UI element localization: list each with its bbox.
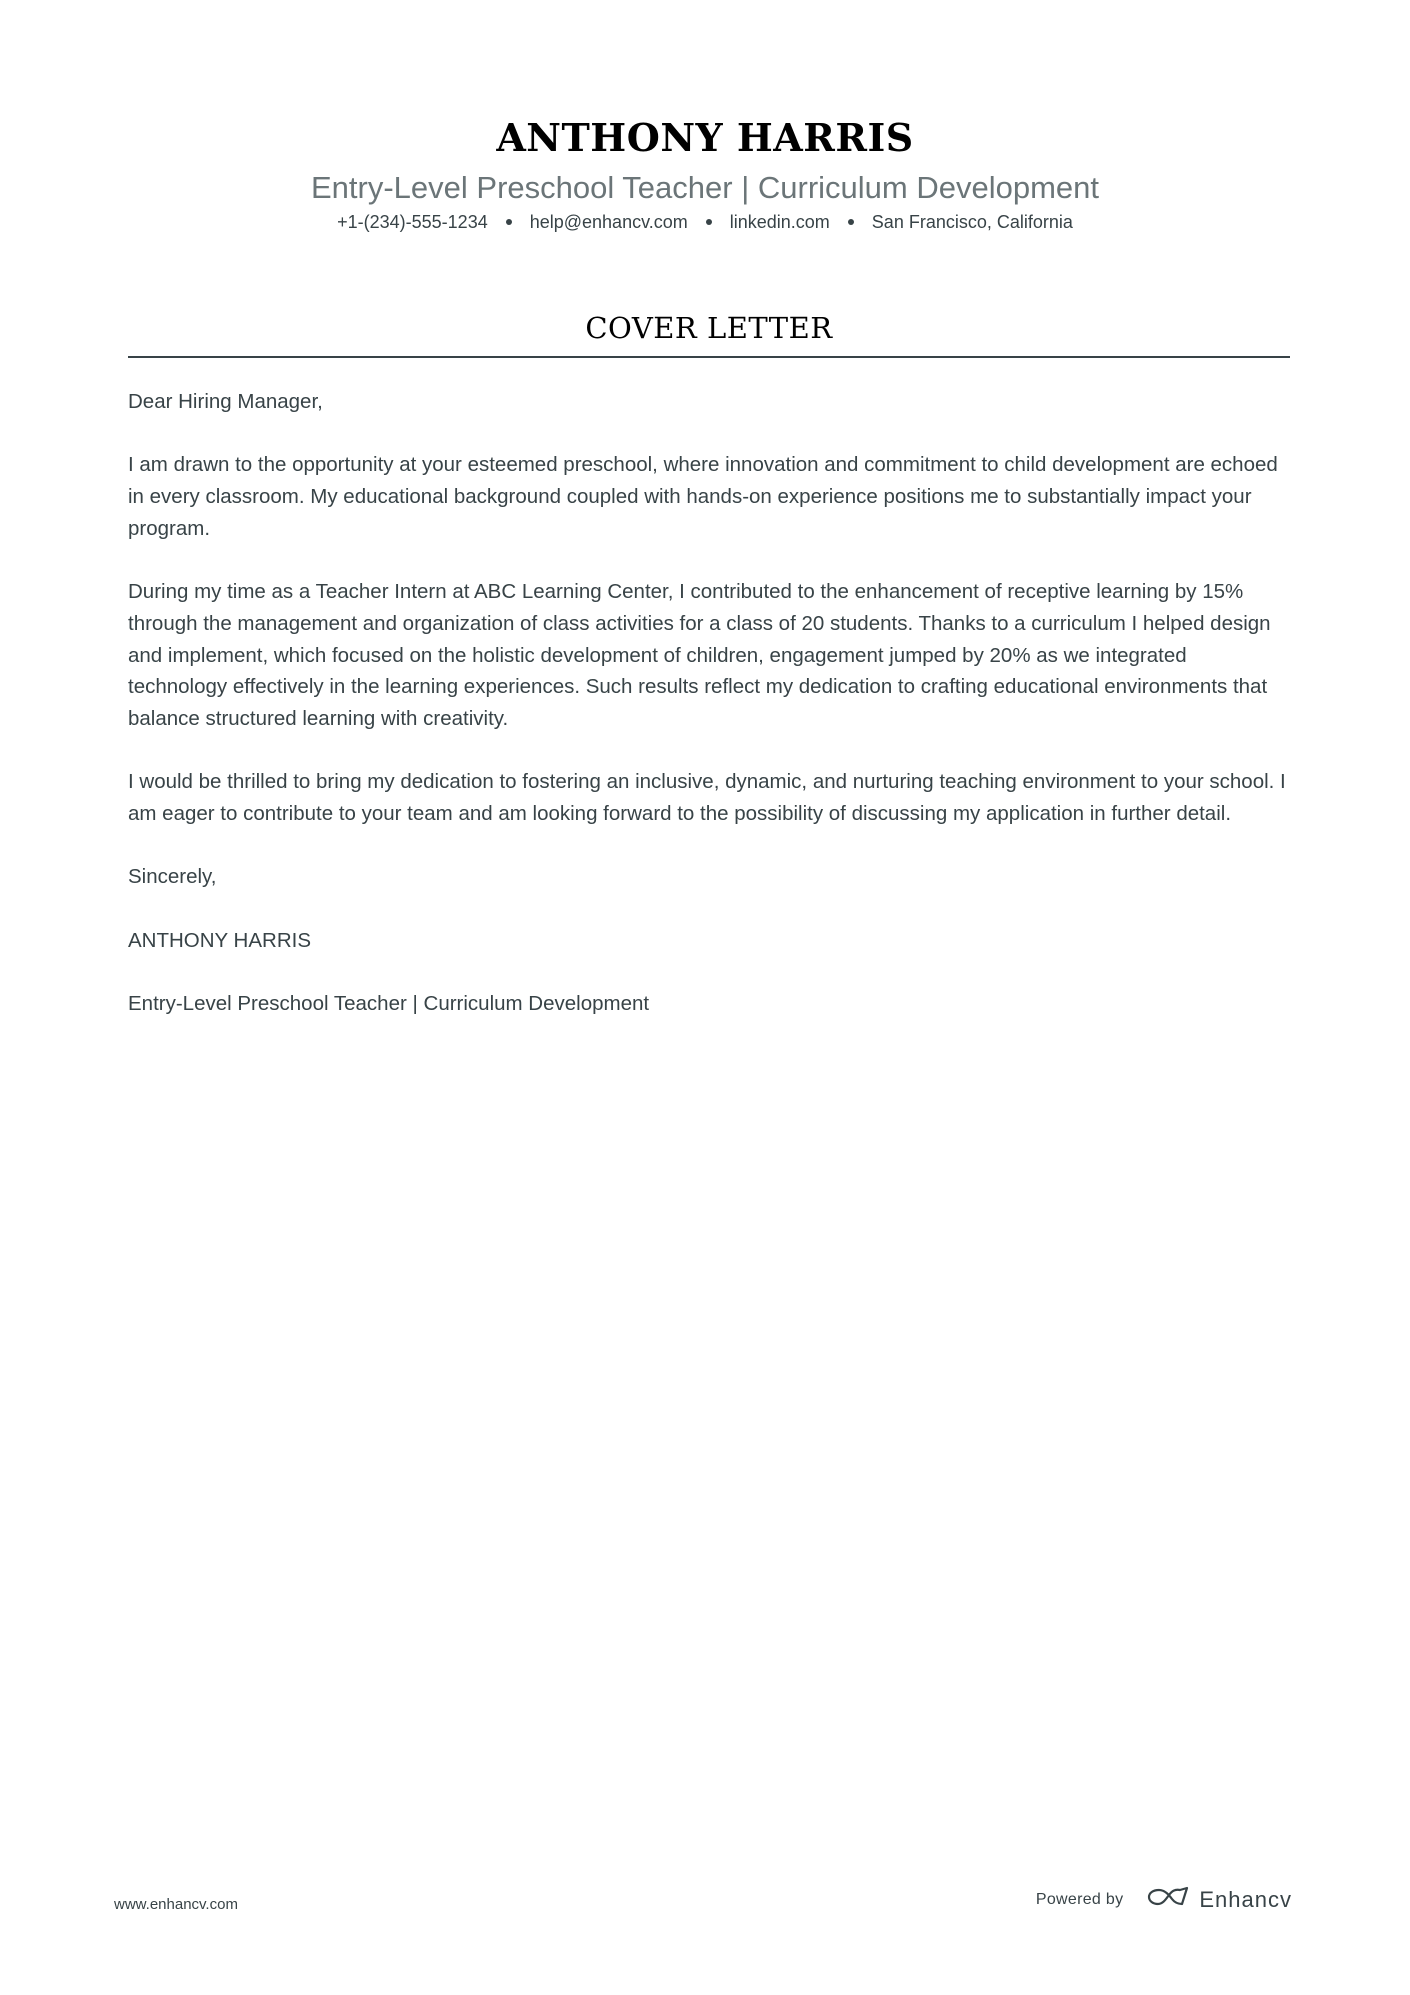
contact-email[interactable]: help@enhancv.com (529, 212, 688, 232)
footer-website[interactable]: www.enhancv.com (114, 1896, 238, 1913)
contact-linkedin[interactable]: linkedin.com (729, 212, 830, 232)
letter-salutation: Dear Hiring Manager, (128, 390, 323, 413)
candidate-title: Entry-Level Preschool Teacher | Curriculum Development (311, 170, 1099, 205)
footer-branding (1036, 1884, 1292, 1915)
letter-closing: Sincerely, (128, 865, 217, 889)
brand-name: Enhancv (1199, 1886, 1292, 1912)
letter-body (128, 386, 1290, 1052)
letter-paragraph: During my time as a Teacher Intern at ABC Learning Center, I contributed to the enhancement of receptive learning by 15% through the management and organization of class activities for a class of 20 students. Thanks to a curriculum I helped design and implement, which focused on the holistic development of children, engagement jumped by 20% as we integrated technology effectively in the learning experiences. Such results reflect my dedication to crafting educational environments that balance structured learning with creativity. (128, 580, 1271, 730)
bullet-separator (706, 219, 712, 225)
contact-phone: +1-(234)-555-1234 (337, 212, 488, 232)
signature-title: Entry-Level Preschool Teacher | Curriculum Development (128, 992, 650, 1016)
section-divider (128, 356, 1290, 358)
candidate-name: ANTHONY HARRIS (496, 115, 914, 160)
bullet-separator (506, 219, 512, 225)
letter-paragraph: I am drawn to the opportunity at your esteemed preschool, where innovation and commitment to child development are echoed in every classroom. My educational background coupled with hands-on experience positions me to substantially impact your program. (128, 453, 1278, 540)
enhancv-logo-icon (1145, 1884, 1191, 1915)
powered-by-label: Powered by (1035, 1890, 1124, 1908)
signature-name: ANTHONY HARRIS (128, 928, 312, 952)
contact-location: San Francisco, California (871, 212, 1073, 232)
section-title: COVER LETTER (585, 311, 833, 345)
letter-paragraph: I would be thrilled to bring my dedication to fostering an inclusive, dynamic, and nurturing teaching environment to your school. I am eager to contribute to your team and am looking forward to the possibility of discussing my application in further detail. (128, 770, 1286, 826)
contact-line (0, 210, 1410, 234)
enhancv-brand[interactable] (1145, 1884, 1292, 1915)
bullet-separator (848, 219, 854, 225)
header (0, 112, 1410, 234)
